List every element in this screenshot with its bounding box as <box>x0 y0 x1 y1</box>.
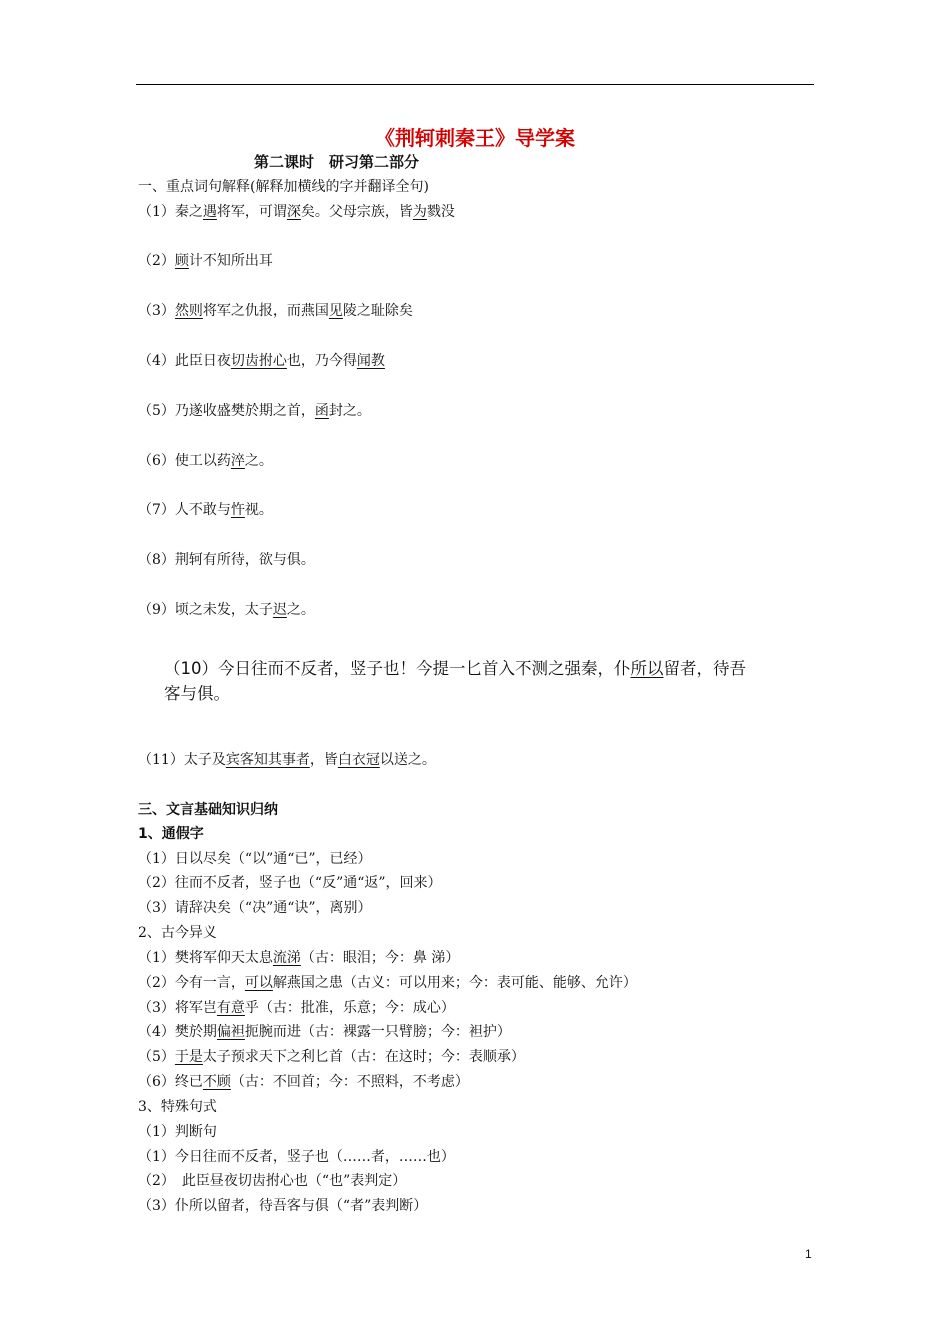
text-segment: 以送之。 <box>379 752 436 768</box>
text-segment: （1）今日往而不反者，竖子也（……者，……也） <box>138 1149 455 1165</box>
section3-heading: 三、文言基础知识归纳 <box>138 802 278 818</box>
text-segment: ，皆 <box>309 752 338 768</box>
vocab-item <box>138 301 413 321</box>
text-segment: 视。 <box>244 502 273 518</box>
underlined-term: 有意 <box>216 1000 245 1016</box>
gujin-item <box>138 1072 469 1092</box>
text-segment: （2） 此臣昼夜切齿拊心也（“也”表判定） <box>138 1173 407 1189</box>
page-number: 1 <box>805 1247 812 1261</box>
lesson-subtitle: 第二课时 研习第二部分 <box>254 153 420 171</box>
text-segment: 戮没 <box>426 204 455 220</box>
text-segment: （7）人不敢与 <box>138 502 231 518</box>
text-segment: 将军，可谓 <box>216 204 287 220</box>
text-segment: （古：眼泪；今：鼻 涕） <box>300 950 460 966</box>
underlined-term: 白衣冠 <box>337 752 380 768</box>
text-segment: 将军之仇报，而燕国 <box>202 303 329 319</box>
tongjiazi-item <box>138 849 372 869</box>
text-segment: （4）此臣日夜 <box>138 353 231 369</box>
text-segment: （8）荆轲有所待，欲与俱。 <box>138 552 315 568</box>
underlined-term: 顾 <box>174 253 189 269</box>
text-segment: （3）将军岂 <box>138 1000 217 1016</box>
underlined-term: 函 <box>314 403 329 419</box>
vocab-item <box>138 202 455 222</box>
underlined-term: 可以 <box>244 975 273 991</box>
vocab-item-10-line2: 客与俱。 <box>164 684 230 703</box>
vocab-item <box>138 550 315 570</box>
teshu-item <box>138 1196 427 1216</box>
gujin-heading: 2、古今异义 <box>138 925 217 941</box>
tongjiazi-heading: 1、通假字 <box>138 826 204 842</box>
text-segment: （1）判断句 <box>138 1124 217 1140</box>
gujin-item <box>138 973 637 993</box>
page-title: 《荆轲刺秦王》导学案 <box>375 126 575 150</box>
text-segment: 计不知所出耳 <box>188 253 273 269</box>
text-segment: （3） <box>138 303 175 319</box>
text-segment: 乎（古：批准，乐意；今：成心） <box>244 1000 455 1016</box>
underlined-term: 淬 <box>230 453 245 469</box>
text-segment: 封之。 <box>328 403 371 419</box>
underlined-term: 忤 <box>230 502 245 518</box>
vocab-item <box>138 500 273 520</box>
underlined-term: 深 <box>286 204 301 220</box>
vocab-item <box>138 451 273 471</box>
vocab-item <box>138 401 371 421</box>
vocab-item-10-line1 <box>164 656 804 681</box>
vocab-item <box>138 600 315 620</box>
text-segment: （2）今有一言， <box>138 975 245 991</box>
section1-heading: 一、重点词句解释(解释加横线的字并翻译全句) <box>138 179 429 195</box>
text-segment: （3）仆所以留者，待吾客与俱（“者”表判断） <box>138 1198 428 1214</box>
text-segment: 留者，待吾 <box>663 659 746 678</box>
underlined-term: 见 <box>328 303 343 319</box>
text-segment: （6）使工以药 <box>138 453 231 469</box>
underlined-term: 所以 <box>630 659 664 678</box>
gujin-item <box>138 948 459 968</box>
gujin-item <box>138 1047 525 1067</box>
text-segment: （6）终已 <box>138 1074 203 1090</box>
text-segment: 太子预求天下之利匕首（古：在这时；今：表顺承） <box>202 1049 525 1065</box>
teshu-item <box>138 1171 406 1191</box>
text-segment: 之。 <box>244 453 273 469</box>
teshu-item <box>138 1147 455 1167</box>
text-segment: 陵之耻除矣 <box>342 303 413 319</box>
text-segment: 也，乃今得 <box>286 353 357 369</box>
underlined-term: 不顾 <box>202 1074 231 1090</box>
underlined-term: 于是 <box>174 1049 203 1065</box>
vocab-item-10 <box>164 656 804 706</box>
tongjiazi-item <box>138 898 372 918</box>
underlined-term: 为 <box>412 204 427 220</box>
text-segment: （1）日以尽矣（“以”通“已”，已经） <box>138 851 372 867</box>
text-segment: （9）顷之未发，太子 <box>138 602 273 618</box>
text-segment: （5）乃遂收盛樊於期之首， <box>138 403 315 419</box>
underlined-term: 偏袒 <box>216 1024 245 1040</box>
text-segment: 扼腕而进（古：裸露一只臂膀；今：袒护） <box>244 1024 511 1040</box>
text-segment: （2）往而不反者，竖子也（“反”通“返”，回来） <box>138 875 442 891</box>
gujin-item <box>138 998 455 1018</box>
underlined-term: 宾客知其事者 <box>225 752 310 768</box>
teshu-heading: 3、特殊句式 <box>138 1099 217 1115</box>
tongjiazi-item <box>138 873 442 893</box>
text-segment: （3）请辞决矣（“决”通“诀”，离别） <box>138 900 372 916</box>
vocab-item <box>138 251 273 271</box>
text-segment: 解燕国之患（古义：可以用来；今：表可能、能够、允许） <box>272 975 637 991</box>
text-segment: （1）樊将军仰天太息 <box>138 950 273 966</box>
header-rule <box>136 84 814 85</box>
text-segment: （4）樊於期 <box>138 1024 217 1040</box>
gujin-item <box>138 1022 511 1042</box>
text-segment: （10）今日往而不反者，竖子也！今提一匕首入不测之强秦，仆 <box>164 659 631 678</box>
underlined-term: 闻教 <box>356 353 385 369</box>
text-segment: （1）秦之 <box>138 204 203 220</box>
text-segment: （5） <box>138 1049 175 1065</box>
vocab-item-11 <box>138 750 436 770</box>
vocab-item <box>138 351 385 371</box>
text-segment: 矣。父母宗族，皆 <box>300 204 413 220</box>
underlined-term: 流涕 <box>272 950 301 966</box>
text-segment: （11）太子及 <box>138 752 226 768</box>
underlined-term: 迟 <box>272 602 287 618</box>
text-segment: 之。 <box>286 602 315 618</box>
underlined-term: 然则 <box>174 303 203 319</box>
text-segment: （古：不回首；今：不照料，不考虑） <box>230 1074 469 1090</box>
text-segment: （2） <box>138 253 175 269</box>
teshu-item <box>138 1122 217 1142</box>
underlined-term: 切齿拊心 <box>230 353 287 369</box>
underlined-term: 遇 <box>202 204 217 220</box>
